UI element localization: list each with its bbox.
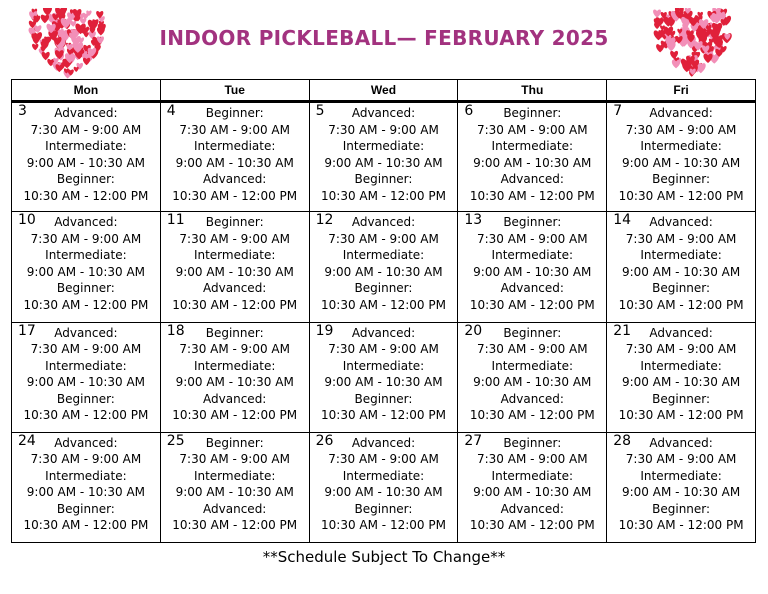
session-level: Beginner: xyxy=(652,501,711,516)
session-time: 10:30 AM - 12:00 PM xyxy=(618,408,744,422)
session-level: Intermediate: xyxy=(193,139,276,153)
session-time: 7:30 AM - 9:00 AM xyxy=(625,122,737,137)
day-cell xyxy=(160,102,309,212)
session-level: Advanced: xyxy=(649,215,713,230)
small-heart-icon xyxy=(74,67,79,72)
session-time: 9:00 AM - 10:30 AM xyxy=(26,264,146,279)
session-level: Advanced: xyxy=(649,106,713,120)
session-time: 10:30 AM - 12:00 PM xyxy=(172,188,298,203)
session-time: 7:30 AM - 9:00 AM xyxy=(30,342,142,356)
session-level: Intermediate: xyxy=(491,248,574,263)
session-time: 7:30 AM - 9:00 AM xyxy=(476,231,588,246)
small-heart-icon xyxy=(653,9,661,17)
day-number: 10 xyxy=(18,212,36,229)
session-level: Intermediate: xyxy=(640,358,722,373)
session-level: Intermediate: xyxy=(342,468,425,483)
session-level: Beginner: xyxy=(205,435,264,450)
day-number: 25 xyxy=(166,432,185,449)
session-time: 7:30 AM - 9:00 AM xyxy=(179,231,290,246)
day-cell xyxy=(12,102,161,212)
session-time: 7:30 AM - 9:00 AM xyxy=(625,231,737,246)
session-time: 10:30 AM - 12:00 PM xyxy=(321,188,446,203)
session-level: Intermediate: xyxy=(342,248,425,263)
session-level: Intermediate: xyxy=(193,248,276,263)
session-level: Advanced: xyxy=(351,215,416,230)
session-level: Beginner: xyxy=(354,501,413,516)
day-number: 14 xyxy=(613,212,632,229)
session-time: 7:30 AM - 9:00 AM xyxy=(476,122,588,137)
session-level: Advanced: xyxy=(649,435,713,450)
day-number: 20 xyxy=(464,322,483,339)
session-level: Intermediate: xyxy=(640,468,722,483)
session-level: Beginner: xyxy=(652,391,711,406)
session-level: Beginner: xyxy=(56,391,115,406)
session-time: 10:30 AM - 12:00 PM xyxy=(23,297,149,312)
session-time: 9:00 AM - 10:30 AM xyxy=(26,155,146,170)
session-level: Advanced: xyxy=(203,281,267,296)
session-time: 7:30 AM - 9:00 AM xyxy=(30,452,142,467)
session-level: Advanced: xyxy=(351,106,416,120)
session-level: Advanced: xyxy=(500,501,564,516)
small-heart-icon xyxy=(80,18,87,25)
session-level: Beginner: xyxy=(503,435,562,450)
session-time: 10:30 AM - 12:00 PM xyxy=(469,297,595,312)
week-row xyxy=(12,102,756,212)
day-number: 18 xyxy=(166,322,185,339)
session-time: 9:00 AM - 10:30 AM xyxy=(175,264,294,279)
session-time: 7:30 AM - 9:00 AM xyxy=(328,342,439,356)
session-time: 9:00 AM - 10:30 AM xyxy=(26,485,146,500)
day-number: 21 xyxy=(613,322,632,339)
session-time: 9:00 AM - 10:30 AM xyxy=(473,485,592,500)
session-time: 10:30 AM - 12:00 PM xyxy=(618,297,744,312)
weekday-header-row xyxy=(12,80,756,102)
session-level: Beginner: xyxy=(354,281,413,296)
session-level: Advanced: xyxy=(203,172,267,186)
session-level: Beginner: xyxy=(205,106,264,120)
session-level: Intermediate: xyxy=(491,358,574,373)
session-level: Intermediate: xyxy=(45,248,127,263)
session-level: Beginner: xyxy=(354,391,413,406)
session-time: 10:30 AM - 12:00 PM xyxy=(23,408,149,422)
session-time: 7:30 AM - 9:00 AM xyxy=(179,452,290,467)
session-time: 9:00 AM - 10:30 AM xyxy=(324,264,443,279)
schedule-note: **Schedule Subject To Change** xyxy=(262,548,506,566)
session-level: Intermediate: xyxy=(193,468,276,483)
session-level: Intermediate: xyxy=(491,139,574,153)
day-number: 28 xyxy=(613,432,632,449)
day-cell xyxy=(607,322,756,432)
weekday-header: Fri xyxy=(607,80,756,102)
session-level: Beginner: xyxy=(56,281,115,296)
session-time: 10:30 AM - 12:00 PM xyxy=(172,518,298,533)
day-cell xyxy=(160,212,309,322)
day-cell xyxy=(160,322,309,432)
session-level: Intermediate: xyxy=(193,358,276,373)
session-time: 10:30 AM - 12:00 PM xyxy=(321,408,446,422)
session-level: Intermediate: xyxy=(640,139,722,153)
day-number: 19 xyxy=(315,322,334,339)
week-row xyxy=(12,322,756,432)
session-level: Beginner: xyxy=(205,215,264,230)
day-cell xyxy=(607,212,756,322)
session-level: Advanced: xyxy=(351,435,416,450)
session-level: Beginner: xyxy=(205,325,264,340)
session-time: 10:30 AM - 12:00 PM xyxy=(618,188,744,203)
session-time: 7:30 AM - 9:00 AM xyxy=(476,342,588,356)
weekday-header: Mon xyxy=(12,80,161,102)
session-time: 9:00 AM - 10:30 AM xyxy=(26,375,146,389)
session-time: 7:30 AM - 9:00 AM xyxy=(179,342,290,356)
session-time: 10:30 AM - 12:00 PM xyxy=(172,297,298,312)
session-level: Advanced: xyxy=(500,281,564,296)
session-time: 7:30 AM - 9:00 AM xyxy=(328,122,439,137)
day-number: 11 xyxy=(166,212,185,229)
weekday-header: Wed xyxy=(309,80,458,102)
session-level: Advanced: xyxy=(54,106,118,120)
session-time: 10:30 AM - 12:00 PM xyxy=(172,408,298,422)
session-time: 9:00 AM - 10:30 AM xyxy=(621,264,741,279)
day-cell xyxy=(160,432,309,542)
session-time: 9:00 AM - 10:30 AM xyxy=(621,375,741,389)
day-number: 12 xyxy=(315,212,334,229)
session-level: Intermediate: xyxy=(640,248,722,263)
day-cell xyxy=(309,432,458,542)
session-time: 9:00 AM - 10:30 AM xyxy=(621,155,741,170)
session-time: 9:00 AM - 10:30 AM xyxy=(175,485,294,500)
session-level: Intermediate: xyxy=(491,468,574,483)
session-time: 7:30 AM - 9:00 AM xyxy=(30,231,142,246)
session-level: Intermediate: xyxy=(45,468,127,483)
day-number: 4 xyxy=(166,103,176,119)
session-time: 9:00 AM - 10:30 AM xyxy=(324,375,443,389)
day-cell xyxy=(458,322,607,432)
session-time: 9:00 AM - 10:30 AM xyxy=(473,155,592,170)
session-level: Advanced: xyxy=(500,172,564,186)
session-level: Advanced: xyxy=(203,391,267,406)
day-cell xyxy=(12,212,161,322)
day-number: 7 xyxy=(613,103,623,119)
session-level: Advanced: xyxy=(54,435,118,450)
session-level: Intermediate: xyxy=(45,358,127,373)
day-number: 6 xyxy=(464,103,474,119)
session-level: Advanced: xyxy=(203,501,267,516)
day-cell xyxy=(458,102,607,212)
session-level: Beginner: xyxy=(503,106,562,120)
session-time: 7:30 AM - 9:00 AM xyxy=(625,342,737,356)
session-level: Advanced: xyxy=(649,325,713,340)
session-time: 9:00 AM - 10:30 AM xyxy=(621,485,741,500)
day-number: 5 xyxy=(315,103,325,119)
day-number: 3 xyxy=(18,103,27,119)
session-time: 10:30 AM - 12:00 PM xyxy=(469,518,595,533)
session-time: 7:30 AM - 9:00 AM xyxy=(476,452,588,467)
session-level: Beginner: xyxy=(503,215,562,230)
session-level: Advanced: xyxy=(351,325,416,340)
day-cell xyxy=(607,432,756,542)
calendar-table xyxy=(11,79,756,543)
day-cell xyxy=(12,322,161,432)
week-row xyxy=(12,212,756,322)
day-number: 13 xyxy=(464,212,483,229)
session-time: 7:30 AM - 9:00 AM xyxy=(328,231,439,246)
week-row xyxy=(12,432,756,542)
session-level: Beginner: xyxy=(354,172,413,186)
session-time: 10:30 AM - 12:00 PM xyxy=(321,518,446,533)
session-level: Intermediate: xyxy=(45,139,127,153)
session-level: Advanced: xyxy=(54,215,118,230)
session-time: 9:00 AM - 10:30 AM xyxy=(473,375,592,389)
session-time: 9:00 AM - 10:30 AM xyxy=(324,485,443,500)
day-number: 24 xyxy=(18,432,36,449)
weekday-header: Thu xyxy=(458,80,607,102)
weekday-header: Tue xyxy=(160,80,309,102)
session-level: Beginner: xyxy=(652,172,711,186)
session-time: 10:30 AM - 12:00 PM xyxy=(321,297,446,312)
day-cell xyxy=(458,212,607,322)
session-time: 10:30 AM - 12:00 PM xyxy=(469,188,595,203)
session-level: Beginner: xyxy=(56,501,115,516)
session-time: 10:30 AM - 12:00 PM xyxy=(469,408,595,422)
session-level: Advanced: xyxy=(500,391,564,406)
day-cell xyxy=(12,432,161,542)
session-time: 7:30 AM - 9:00 AM xyxy=(30,122,142,137)
day-cell xyxy=(458,432,607,542)
session-level: Advanced: xyxy=(54,325,118,340)
session-time: 7:30 AM - 9:00 AM xyxy=(625,452,737,467)
session-level: Beginner: xyxy=(503,325,562,340)
day-cell xyxy=(607,102,756,212)
session-time: 9:00 AM - 10:30 AM xyxy=(175,155,294,170)
day-number: 17 xyxy=(18,322,36,339)
session-time: 9:00 AM - 10:30 AM xyxy=(473,264,592,279)
session-time: 10:30 AM - 12:00 PM xyxy=(23,188,149,203)
small-heart-icon xyxy=(670,51,678,59)
day-cell xyxy=(309,102,458,212)
session-time: 10:30 AM - 12:00 PM xyxy=(23,518,149,533)
session-time: 7:30 AM - 9:00 AM xyxy=(328,452,439,467)
day-cell xyxy=(309,322,458,432)
session-time: 9:00 AM - 10:30 AM xyxy=(175,375,294,389)
session-time: 7:30 AM - 9:00 AM xyxy=(179,122,290,137)
session-level: Intermediate: xyxy=(342,358,425,373)
day-number: 27 xyxy=(464,432,483,449)
session-time: 10:30 AM - 12:00 PM xyxy=(618,518,744,533)
session-level: Intermediate: xyxy=(342,139,425,153)
day-cell xyxy=(309,212,458,322)
session-time: 9:00 AM - 10:30 AM xyxy=(324,155,443,170)
page-title: INDOOR PICKLEBALL— FEBRUARY 2025 xyxy=(159,26,609,50)
day-number: 26 xyxy=(315,432,334,449)
session-level: Beginner: xyxy=(652,281,711,296)
session-level: Beginner: xyxy=(56,172,115,186)
